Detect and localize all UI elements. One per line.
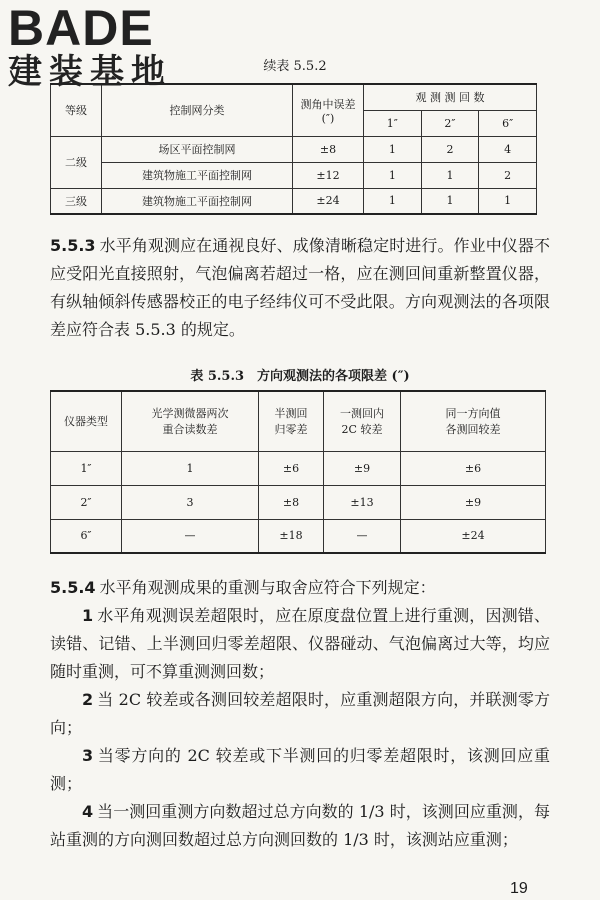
cell-same: ±6 bbox=[401, 451, 546, 485]
cell-micro: 3 bbox=[122, 485, 259, 519]
header-twoc bbox=[324, 391, 401, 451]
cell-twoc: ±13 bbox=[324, 485, 401, 519]
header-same bbox=[401, 391, 546, 451]
item-number: 2 bbox=[82, 690, 94, 709]
header-half bbox=[259, 391, 324, 451]
cell-v6: 1 bbox=[479, 188, 537, 214]
list-item bbox=[50, 686, 550, 742]
cell-v1: 1 bbox=[364, 188, 422, 214]
cell-network: 建筑物施工平面控制网 bbox=[102, 188, 293, 214]
item-text: 水平角观测误差超限时，应在原度盘位置上进行重测，因测错、读错、记错、上半测回归零差超限、仪器碰动、气泡偏离过大等，均应随时重测，可不算重测测回数； bbox=[50, 606, 550, 681]
cell-v2: 1 bbox=[421, 162, 479, 188]
cell-type: 6″ bbox=[51, 519, 122, 553]
list-item bbox=[50, 602, 550, 686]
header-r1: 1″ bbox=[364, 110, 422, 136]
brand-logo bbox=[8, 2, 172, 90]
section-text: 水平角观测应在通视良好、成像清晰稳定时进行。作业中仪器不应受阳光直接照射，气泡偏离若超过一格，应在测回间重新整置仪器，有纵轴倾斜传感器校正的电子经纬仪可不受此限。方向观测法的各项限差应符合表 5.5.3 的规定。 bbox=[50, 236, 550, 339]
cell-micro: 1 bbox=[122, 451, 259, 485]
list-item bbox=[50, 798, 550, 854]
cell-half: ±6 bbox=[259, 451, 324, 485]
cell-v1: 1 bbox=[364, 162, 422, 188]
cell-v1: 1 bbox=[364, 136, 422, 162]
header-same-b: 各测回较差 bbox=[445, 423, 501, 437]
header-half-a: 半测回 bbox=[274, 407, 308, 421]
cell-network: 场区平面控制网 bbox=[102, 136, 293, 162]
item-text: 当 2C 较差或各测回较差超限时，应重测超限方向，并联测零方向； bbox=[50, 690, 550, 737]
table-direction-limits bbox=[50, 390, 546, 554]
header-network: 控制网分类 bbox=[102, 84, 293, 136]
header-r2: 2″ bbox=[421, 110, 479, 136]
table-row bbox=[51, 136, 537, 162]
header-twoc-a: 一测回内 bbox=[340, 407, 384, 421]
cell-same: ±9 bbox=[401, 485, 546, 519]
table-control-network bbox=[50, 83, 537, 215]
cell-error: ±24 bbox=[293, 188, 364, 214]
header-error-label: 测角中误差 bbox=[300, 97, 356, 111]
section-number: 5.5.3 bbox=[50, 236, 96, 255]
cell-v2: 2 bbox=[421, 136, 479, 162]
header-micro bbox=[122, 391, 259, 451]
table2-caption: 表 5.5.3 方向观测法的各项限差 (″) bbox=[190, 369, 410, 384]
cell-type: 1″ bbox=[51, 451, 122, 485]
header-micro-a: 光学测微器两次 bbox=[151, 407, 229, 421]
table1-caption: 续表 5.5.2 bbox=[263, 59, 327, 74]
item-text: 当一测回重测方向数超过总方向数的 1/3 时，该测回应重测，每站重测的方向测回数超过总方向测回数的 1/3 时，该测站应重测； bbox=[50, 802, 550, 849]
cell-v6: 2 bbox=[479, 162, 537, 188]
section-text: 水平角观测成果的重测与取舍应符合下列规定： bbox=[99, 578, 436, 597]
header-error-unit: (″) bbox=[321, 111, 335, 125]
header-half-b: 归零差 bbox=[274, 423, 308, 437]
header-error bbox=[293, 84, 364, 136]
header-type: 仪器类型 bbox=[51, 391, 122, 451]
section-5-5-3 bbox=[50, 232, 550, 344]
header-r6: 6″ bbox=[479, 110, 537, 136]
item-text: 当零方向的 2C 较差或下半测回的归零差超限时，该测回应重测； bbox=[50, 746, 550, 793]
header-same-a: 同一方向值 bbox=[445, 407, 501, 421]
cell-half: ±8 bbox=[259, 485, 324, 519]
cell-half: ±18 bbox=[259, 519, 324, 553]
cell-v6: 4 bbox=[479, 136, 537, 162]
table-row bbox=[51, 519, 546, 553]
table-row bbox=[51, 162, 537, 188]
section-5-5-4 bbox=[50, 574, 550, 854]
header-grade: 等级 bbox=[51, 84, 102, 136]
table-row bbox=[51, 188, 537, 214]
cell-network: 建筑物施工平面控制网 bbox=[102, 162, 293, 188]
cell-same: ±24 bbox=[401, 519, 546, 553]
table-row bbox=[51, 485, 546, 519]
cell-error: ±12 bbox=[293, 162, 364, 188]
cell-twoc: ±9 bbox=[324, 451, 401, 485]
header-micro-b: 重合读数差 bbox=[162, 423, 218, 437]
section-intro bbox=[50, 574, 550, 602]
cell-grade3: 三级 bbox=[51, 188, 102, 214]
header-twoc-b: 2C 较差 bbox=[341, 423, 383, 437]
section-number: 5.5.4 bbox=[50, 578, 96, 597]
table-row bbox=[51, 451, 546, 485]
cell-grade2: 二级 bbox=[51, 136, 102, 188]
cell-micro: — bbox=[122, 519, 259, 553]
cell-v2: 1 bbox=[421, 188, 479, 214]
cell-type: 2″ bbox=[51, 485, 122, 519]
cell-twoc: — bbox=[324, 519, 401, 553]
item-number: 3 bbox=[82, 746, 94, 765]
header-rounds: 观 测 测 回 数 bbox=[364, 84, 537, 110]
page-number: 19 bbox=[510, 880, 528, 897]
list-item bbox=[50, 742, 550, 798]
logo-brand: BADE bbox=[8, 0, 154, 56]
item-number: 1 bbox=[82, 606, 94, 625]
cell-error: ±8 bbox=[293, 136, 364, 162]
item-number: 4 bbox=[82, 802, 94, 821]
logo-subtitle: 建装基地 bbox=[8, 52, 172, 92]
